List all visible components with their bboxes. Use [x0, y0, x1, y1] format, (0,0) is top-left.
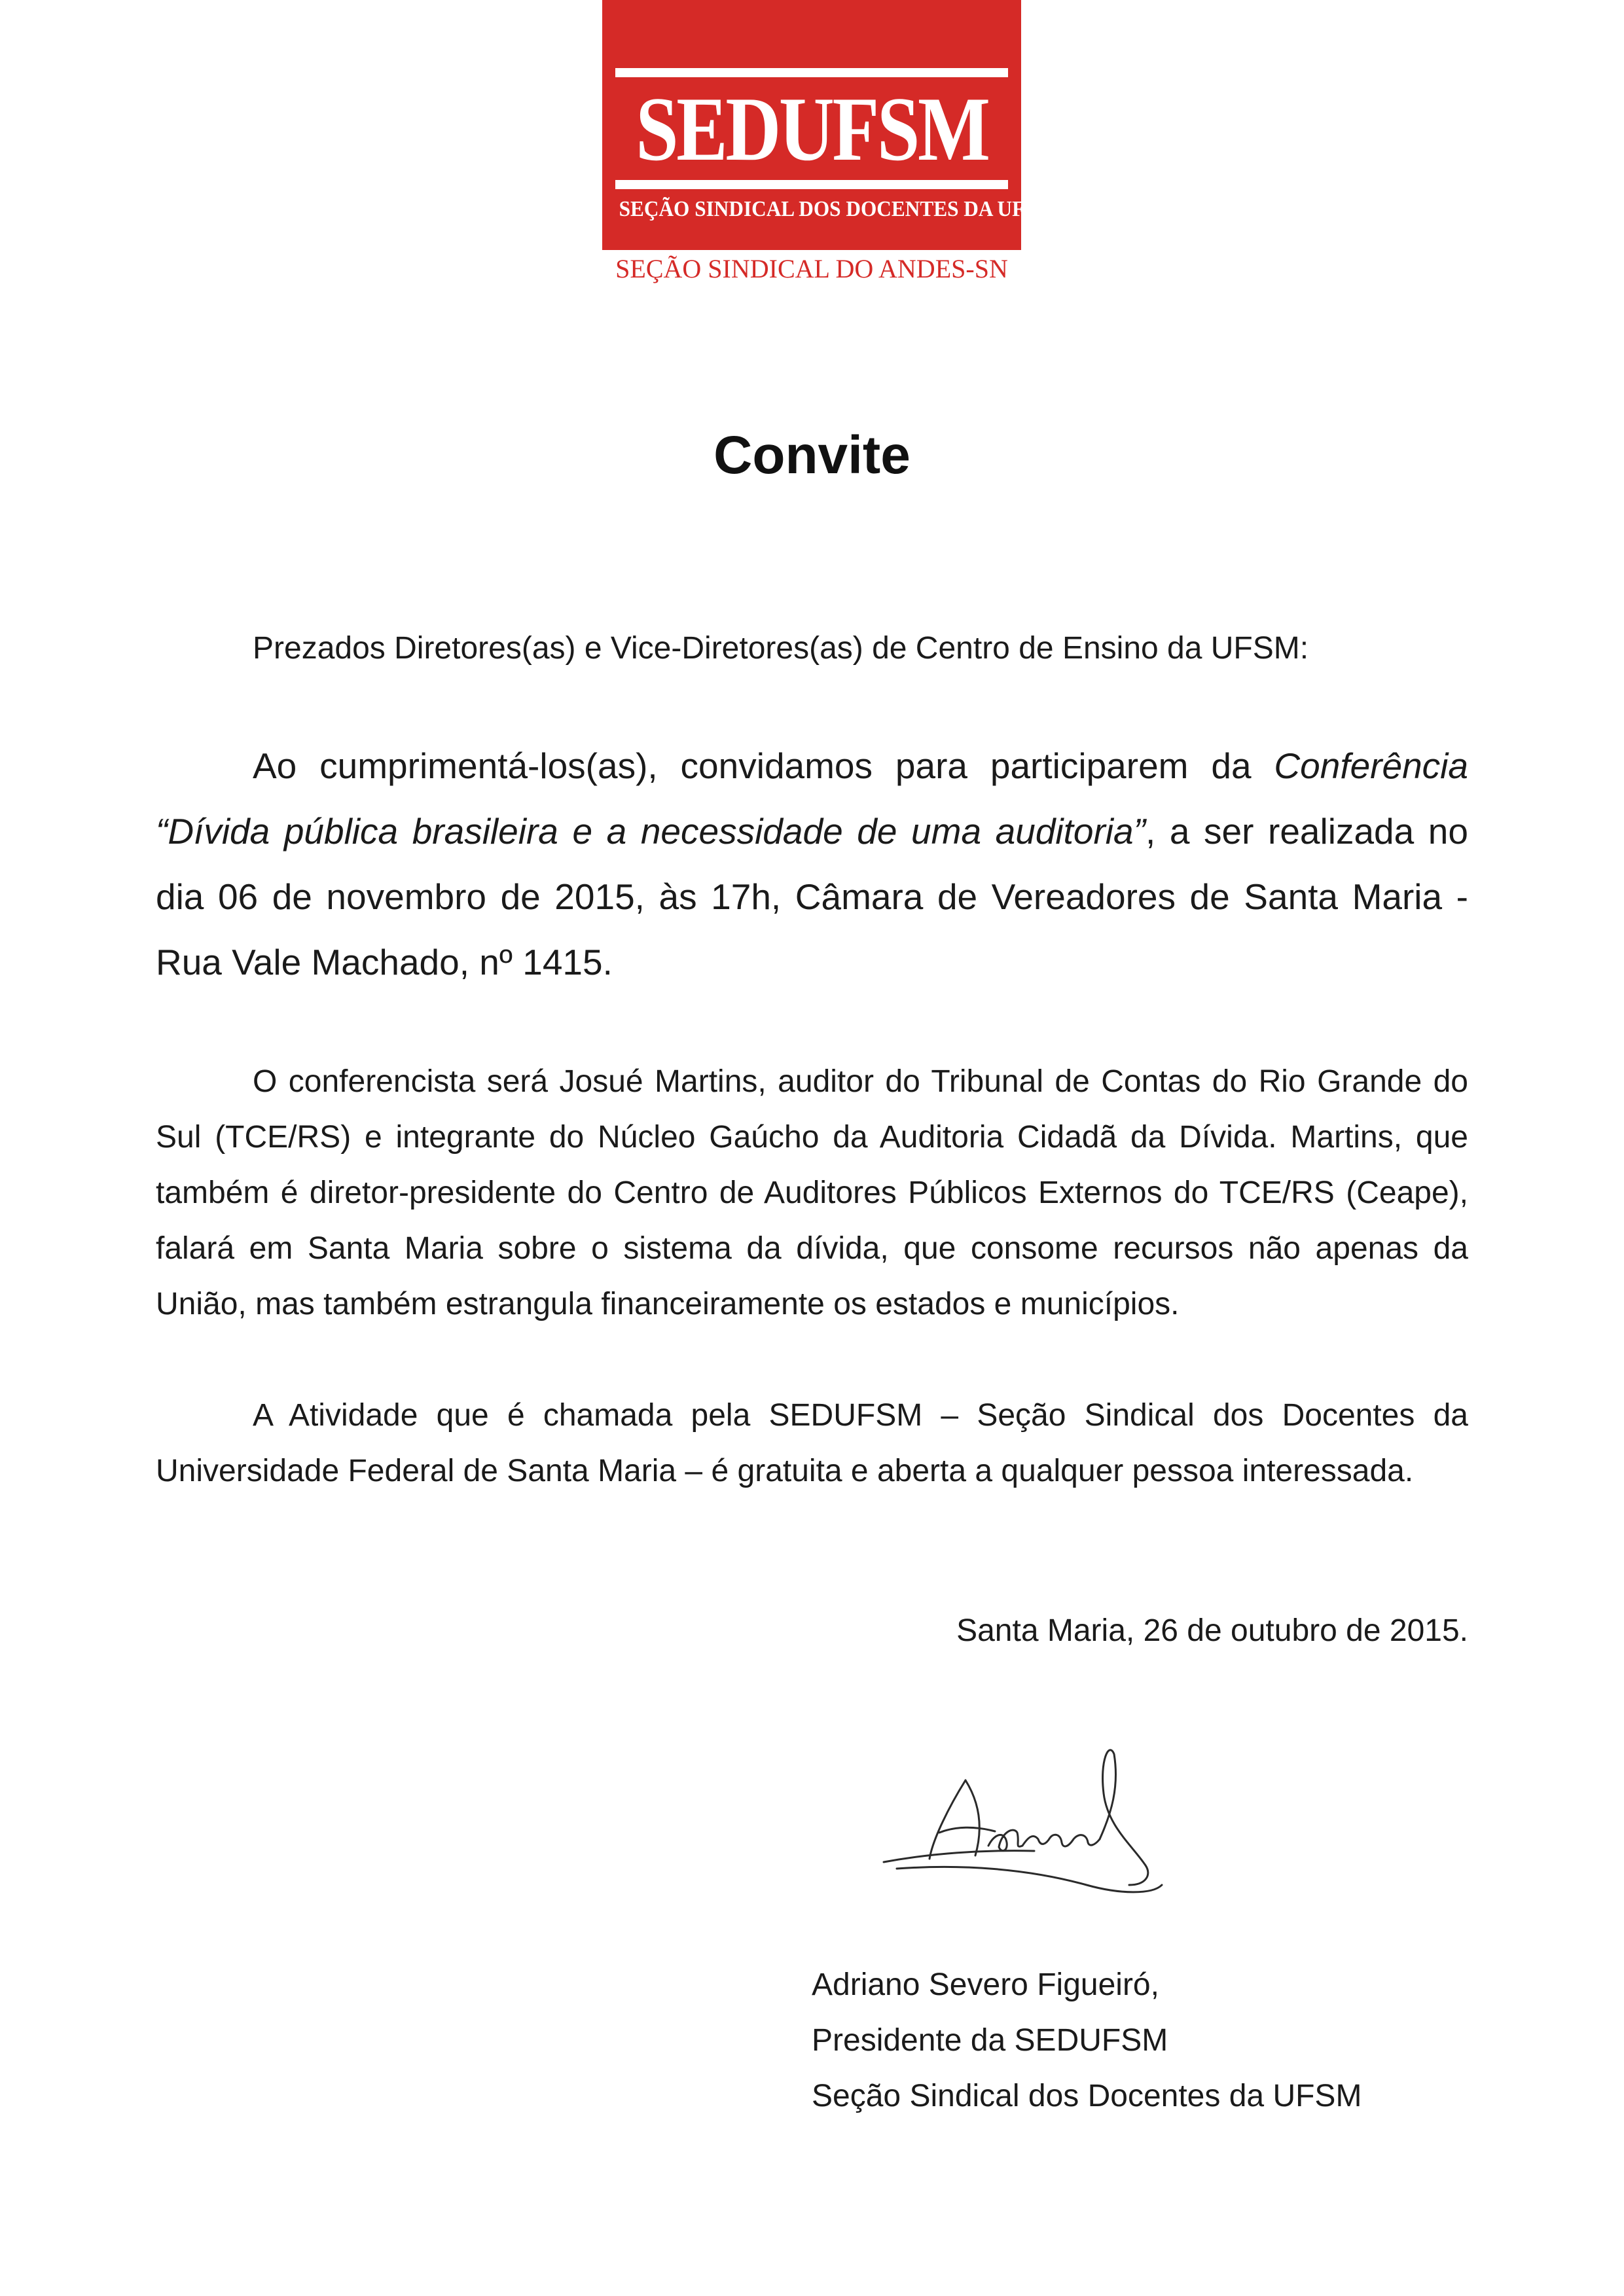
logo-caption: SEÇÃO SINDICAL DO ANDES-SN	[615, 254, 1008, 283]
invitation-details: , a ser realizada no dia 06 de novembro de 2015, às 17h, Câmara de Vereadores de Santa Maria - Rua Vale Machado, nº 1415.	[156, 811, 1468, 982]
document-title: Convite	[713, 425, 911, 485]
signatory-name: Adriano Severo Figueiró,	[812, 1967, 1159, 2002]
signatory-organization: Seção Sindical dos Docentes da UFSM	[812, 2079, 1362, 2113]
signatory-role: Presidente da SEDUFSM	[812, 2023, 1168, 2058]
invitation-paragraph	[156, 733, 1468, 995]
handwritten-signature	[871, 1734, 1185, 1918]
conference-title: Conferência “Dívida pública brasileira e a necessidade de uma auditoria”	[156, 745, 1468, 852]
logo-top-rule	[615, 68, 1008, 77]
invitation-intro: Ao cumprimentá-los(as), convidamos para participarem da	[253, 745, 1274, 786]
place-date: Santa Maria, 26 de outubro de 2015.	[956, 1613, 1468, 1648]
activity-paragraph: A Atividade que é chamada pela SEDUFSM – Seção Sindical dos Docentes da Universidade Federal de Santa Maria – é gratuita e aberta a qualquer pessoa interessada.	[156, 1398, 1468, 1488]
sedufsm-logo	[602, 0, 1056, 250]
logo-subtitle: SEÇÃO SINDICAL DOS DOCENTES DA UFSM	[619, 197, 1056, 221]
speaker-paragraph: O conferencista será Josué Martins, auditor do Tribunal de Contas do Rio Grande do Sul (TCE/RS) e integrante do Núcleo Gaúcho da Auditoria Cidadã da Dívida. Martins, que também é diretor-presidente do Centro de Auditores Públicos Externos do TCE/RS (Ceape), falará em Santa Maria sobre o sistema da dívida, que consome recursos não apenas da União, mas também estrangula financeiramente os estados e municípios.	[156, 1064, 1468, 1321]
logo-title: SEDUFSM	[636, 79, 988, 180]
signatory-block	[812, 1957, 1362, 2124]
logo-middle-rule	[615, 180, 1008, 189]
greeting: Prezados Diretores(as) e Vice-Diretores(as) de Centro de Ensino da UFSM:	[253, 631, 1309, 666]
